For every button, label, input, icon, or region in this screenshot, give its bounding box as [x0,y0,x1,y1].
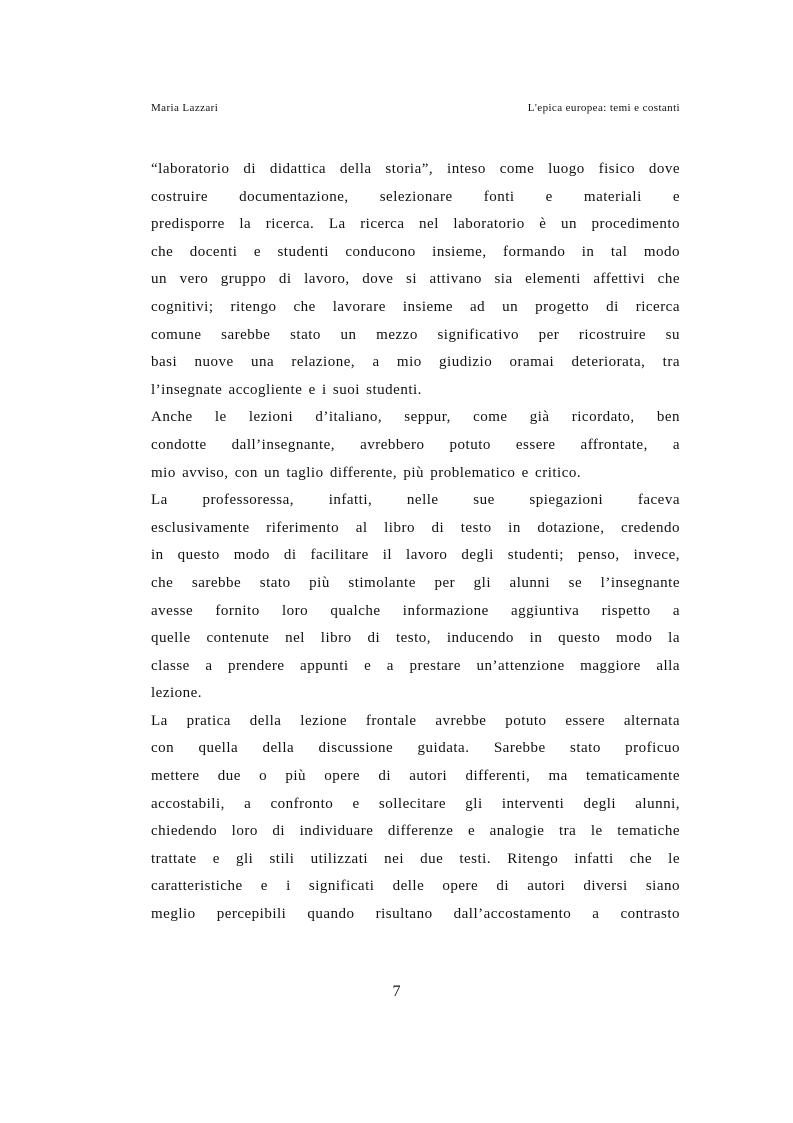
text-line: mettere due o più opere di autori differenti, ma tematicamente [151,768,680,785]
text-line: chiedendo loro di individuare differenze e analogie tra le tematiche [151,823,680,840]
text-line: un vero gruppo di lavoro, dove si attivano sia elementi affettivi che [151,271,680,288]
text-line: condotte dall’insegnante, avrebbero potuto essere affrontate, a [151,436,680,453]
text-line: comune sarebbe stato un mezzo significativo per ricostruire su [151,326,680,343]
text-line: mio avviso, con un taglio differente, più problematico e critico. [151,464,582,481]
running-header [151,102,680,118]
text-line: cognitivi; ritengo che lavorare insieme ad un progetto di ricerca [151,298,680,315]
text-line: predisporre la ricerca. La ricerca nel laboratorio è un procedimento [151,216,680,233]
text-line: La professoressa, infatti, nelle sue spiegazioni faceva [151,492,680,509]
header-author: Maria Lazzari [151,102,219,114]
text-line: in questo modo di facilitare il lavoro degli studenti; penso, invece, [151,547,680,564]
body-text [151,156,680,929]
text-line: basi nuove una relazione, a mio giudizio oramai deteriorata, tra [151,354,680,371]
text-line: esclusivamente riferimento al libro di testo in dotazione, credendo [151,519,680,536]
text-line: l’insegnate accogliente e i suoi studenti. [151,381,422,398]
text-line: che sarebbe stato più stimolante per gli alunni se l’insegnante [151,574,680,591]
text-line: “laboratorio di didattica della storia”, inteso come luogo fisico dove [151,161,680,177]
text-line: che docenti e studenti conducono insieme, formando in tal modo [151,243,680,260]
text-line: La pratica della lezione frontale avrebbe potuto essere alternata [151,712,680,729]
text-line: con quella della discussione guidata. Sarebbe stato proficuo [151,740,680,757]
text-line: trattate e gli stili utilizzati nei due testi. Ritengo infatti che le [151,850,680,867]
header-title: L'epica europea: temi e costanti [527,102,680,114]
text-line: avesse fornito loro qualche informazione aggiuntiva rispetto a [151,602,680,619]
text-line: Anche le lezioni d’italiano, seppur, come già ricordato, ben [151,409,680,426]
text-line: quelle contenute nel libro di testo, inducendo in questo modo la [151,630,680,647]
text-line: costruire documentazione, selezionare fonti e materiali e [151,188,680,205]
text-line: lezione. [151,685,203,702]
text-line: caratteristiche e i significati delle opere di autori diversi siano [151,878,680,895]
text-line: accostabili, a confronto e sollecitare gli interventi degli alunni, [151,795,680,812]
text-line: classe a prendere appunti e a prestare un’attenzione maggiore alla [151,657,680,674]
page-number: 7 [392,983,401,1000]
text-line: meglio percepibili quando risultano dall’accostamento a contrasto [151,906,680,923]
